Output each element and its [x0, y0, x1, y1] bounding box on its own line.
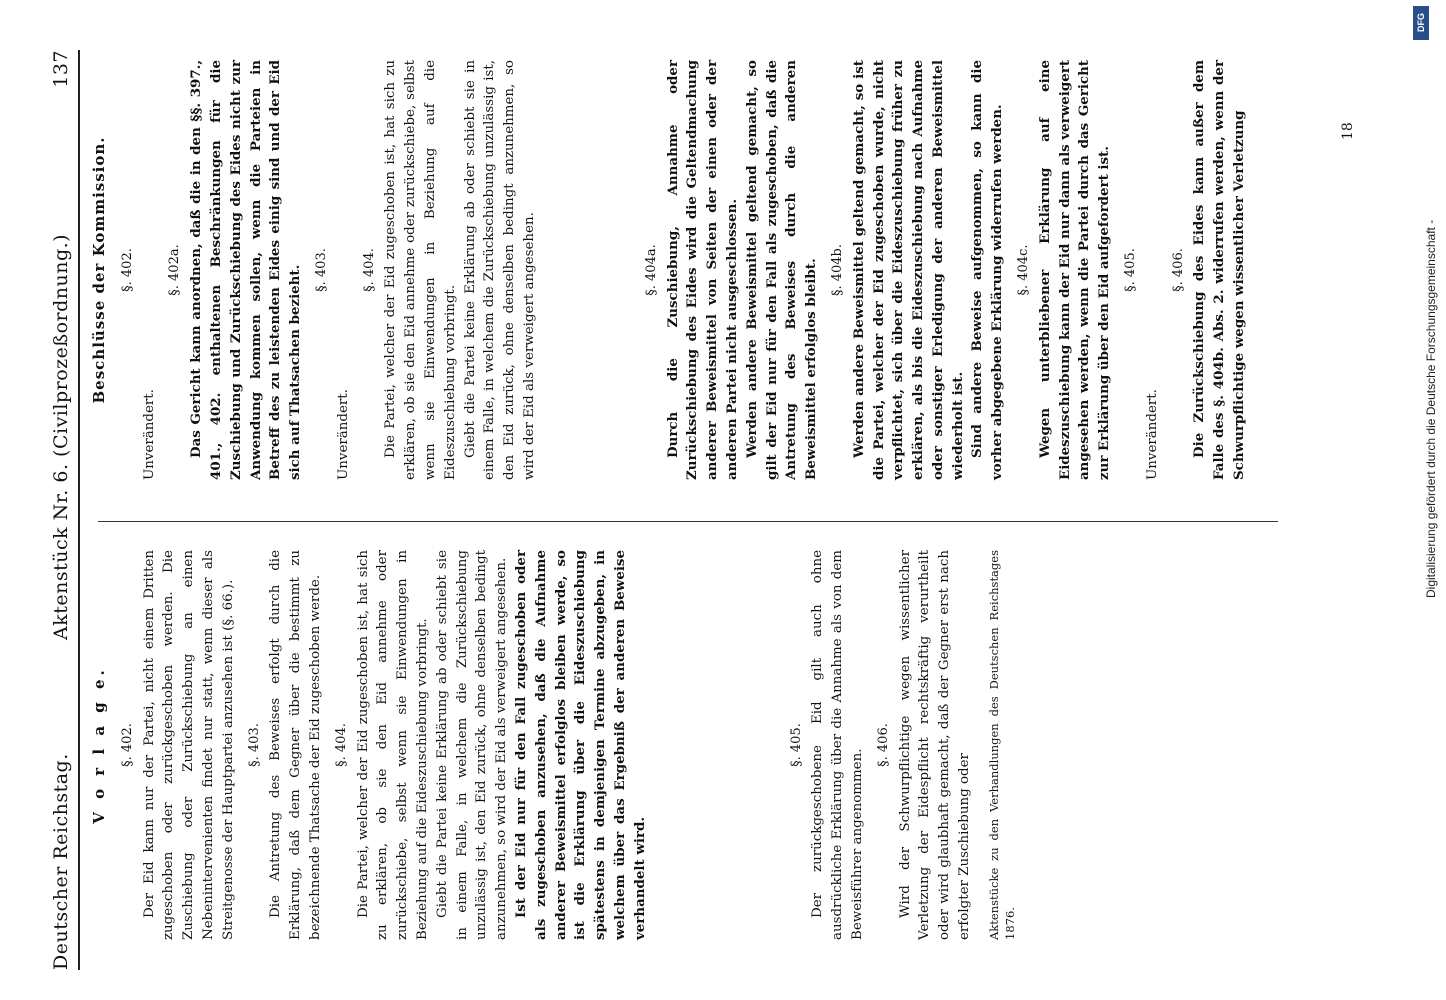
column-title-vorlage: V o r l a g e. — [90, 666, 108, 824]
section-text: Wird der Schwurpflichtige wegen wissentlicher Verletzung der Eidespflicht rechtskräftig verurtheilt oder wird glaubhaft gemacht, daß der Gegner erst nach erfolgter Zuschiebung oder — [897, 550, 972, 940]
header-document-number: Aktenstück Nr. 6. — [50, 463, 72, 640]
rotated-page-content — [20, 0, 1400, 1000]
section-text: Giebt die Partei keine Erklärung ab oder schiebt sie in einem Falle, in welchem die Zurückschiebung unzulässig ist, den Eid zurück, ohne denselben bedingt anzunehmen, so wird der Eid als verweigert angesehen. — [434, 550, 510, 940]
section-text: Sind andere Beweise aufgenommen, so kann die vorher abgegebene Erklärung widerrufen werden. — [969, 60, 1006, 480]
section-text: Ist der Eid nur für den Fall zugeschoben oder als zugeschoben anzusehen, daß die Aufnahme anderer Beweismittel erfolglos bleiben werde, so ist die Erklärung über die Eideszuschiebung spätestens in demjenigen Termine abzugeben, in welchem über das Ergebniß der anderen Beweise verhandelt wird. — [512, 550, 648, 940]
header-subject: (Civilprozeßordnung.) — [50, 233, 72, 457]
page-number: 137 — [50, 50, 72, 88]
section-heading: §. 405. — [788, 723, 804, 767]
section-text: Die Partei, welcher der Eid zugeschoben ist, hat sich zu erklären, ob sie den Eid annehme oder zurückschiebe, selbst wenn sie Einwendungen in Beziehung auf die Eideszuschiebung vorbringt. — [355, 550, 430, 940]
section-heading: §. 403. — [246, 723, 262, 767]
section-heading: §. 404. — [333, 723, 349, 767]
spacer — [540, 60, 636, 480]
section-heading: §. 402a. — [167, 244, 183, 296]
spacer — [651, 550, 781, 940]
section-heading: §. 405. — [1123, 248, 1139, 292]
section-text: Wegen unterbliebener Erklärung auf eine Eideszuschiebung kann der Eid nur dann als verweigert angesehen werden, wenn die Partei durch das Gericht zur Erklärung über den Eid aufgefordert ist. — [1036, 60, 1113, 480]
section-text: Der Eid kann nur der Partei, nicht einem Dritten zugeschoben oder zurückgeschoben werden. Die Zuschiebung oder Zurückschiebung an einen Nebenintervenienten findet nur statt, wenn dieser als Streitgenosse der Hauptpartei anzusehen ist (§. 66.). — [141, 550, 236, 940]
section-heading: §. 406. — [875, 723, 891, 767]
section-heading: §. 404b. — [829, 243, 845, 297]
header-left: Deutscher Reichstag. — [50, 753, 72, 970]
section-text: Die Antretung des Beweises erfolgt durch die Erklärung, daß dem Gegner über die bestimmt zu bezeichnende Thatsache der Eid zugeschoben werde. — [268, 550, 323, 940]
section-text: Die Zurückschiebung des Eides kann außer dem Falle des §. 404b. Abs. 2. widerrufen werden, wenn der Schwurpflichtige wegen wissentlicher Verletzung — [1191, 60, 1248, 480]
dfg-stamp-text: Digitalisierung gefördert durch die Deutsche Forschungsgemeinschaft - — [1424, 219, 1438, 598]
dfg-logo-icon: DFG — [1413, 6, 1429, 40]
running-header — [48, 50, 80, 970]
section-text: Unverändert. — [141, 389, 157, 480]
section-heading: §. 404. — [361, 248, 377, 292]
section-text: Die Partei, welcher der Eid zugeschoben ist, hat sich zu erklären, ob sie den Eid annehme oder zurückschiebe, selbst wenn sie Einwendungen in Beziehung auf die Eideszuschiebung vorbringt. — [383, 60, 458, 480]
dfg-stamp — [1402, 0, 1438, 1000]
signature-mark: 18 — [1340, 122, 1356, 140]
section-heading: §. 403. — [313, 248, 329, 292]
section-heading: §. 402. — [119, 248, 135, 292]
section-text: Werden andere Beweismittel geltend gemacht, so gilt der Eid nur für den Fall als zugeschoben, daß die Antretung des Beweises durch die anderen Beweismittel erfolglos bleibt. — [743, 60, 820, 480]
column-kommission — [90, 60, 1250, 480]
header-center — [50, 234, 72, 640]
section-heading: §. 402. — [119, 723, 135, 767]
column-vorlage — [90, 550, 1030, 940]
column-title-kommission: Beschlüsse der Kommission. — [90, 136, 108, 404]
section-heading: §. 404c. — [1016, 244, 1032, 296]
column-divider — [98, 521, 1278, 522]
section-text: Durch die Zuschiebung, Annahme oder Zurückschiebung des Eides wird die Geltendmachung anderer Beweismittel von Seiten der einen oder der anderen Partei nicht ausgeschlossen. — [664, 60, 740, 480]
section-text: Unverändert. — [335, 389, 351, 480]
section-heading: §. 404a. — [643, 244, 659, 296]
section-text: Werden andere Beweismittel geltend gemacht, so ist die Partei, welcher der Eid zugeschoben wurde, nicht verpflichtet, sich über die Eideszuschiebung früher zu erklären, als bis die Eideszuschiebung nach Aufnahme oder sonstiger Erledigung der anderen Beweismittel wiederholt ist. — [850, 60, 966, 480]
section-text: Das Gericht kann anordnen, daß die in den §§. 397., 401., 402. enthaltenen Beschränkungen für die Zuschiebung und Zurückschiebung des Eides nicht zur Anwendung kommen sollen, wenn die Parteien in Betreff des zu leistenden Eides einig sind und der Eid sich auf Thatsachen bezieht. — [188, 60, 304, 480]
section-text: Giebt die Partei keine Erklärung ab oder schiebt sie in einem Falle, in welchem die Zurückschiebung unzulässig ist, den Eid zurück, ohne denselben bedingt anzunehmen, so wird der Eid als verweigert angesehen. — [462, 60, 537, 480]
section-heading: §. 406. — [1170, 248, 1186, 292]
footnote: Aktenstücke zu den Verhandlungen des Deutschen Reichstages 1876. — [987, 550, 1018, 940]
section-text: Unverändert. — [1144, 389, 1160, 480]
section-text: Der zurückgeschobene Eid gilt auch ohne ausdrückliche Erklärung über die Annahme als von dem Beweisführer angenommen. — [810, 550, 865, 940]
